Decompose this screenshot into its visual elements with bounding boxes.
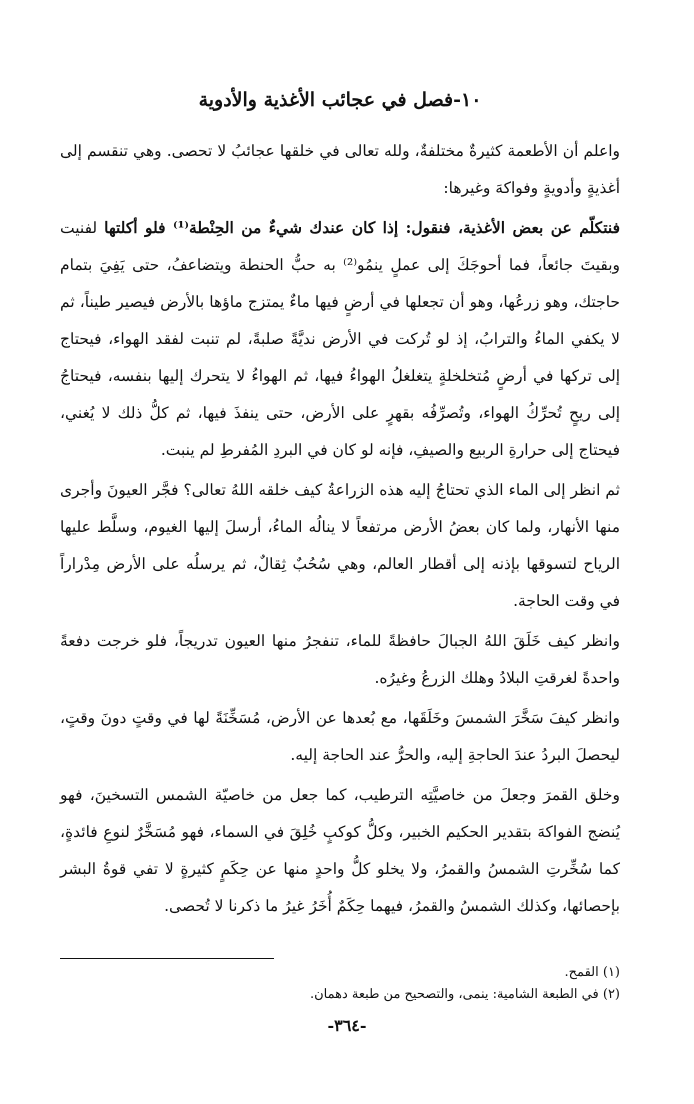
paragraph-lead: فنتكلّم عن بعض الأغذية، فنقول: إذا كان عندك شيءٌ من الحِنْطة⁽¹⁾ فلو أكلتها — [104, 218, 620, 237]
paragraph-3 — [60, 471, 620, 620]
paragraph-4 — [60, 622, 620, 697]
paragraph-text: لفنيت وبقيتَ جائعاً، فما أحوجَكَ إلى عملٍ ينمُو⁽²⁾ به حبُّ الحنطة ويتضاعفُ، حتى يَفِيَ بتمام حاجتك، وهو زرعُها، وهو أن تجعلها في أرضٍ فيها ماءٌ يمتزج ماؤها بالأرض فيصير طيناً، ثم لا يكفي الماءُ والترابُ، إذ لو تُركت في الأرض نديَّةً صلبةً، لم تنبت لفقد الهواء، فيحتاج إلى تركها في أرضٍ مُتخلخلةٍ يتغلغلُ الهواءُ فيها، ثم الهواءُ لا يتحرك إليها بنفسه، فيحتاجُ إلى ريحٍ تُحرِّكُ الهواء، وتُصرِّفُه بقهرٍ على الأرض، حتى ينفذَ فيها، ثم كلُّ ذلك لا يُغني، فيحتاج إلى حرارةِ الربيع والصيفِ، فإنه لو كان في البردِ المُفرطِ لم ينبت. — [60, 219, 621, 459]
paragraph-5 — [60, 699, 620, 774]
footnotes — [60, 962, 620, 1006]
body-text — [60, 132, 620, 925]
paragraph-text: وانظر كيفَ سَخَّرَ الشمسَ وخَلَقَها، مع بُعدها عن الأرض، مُسَخِّنَةً لها في وقتٍ دونَ وقتٍ، ليحصلَ البردُ عندَ الحاجةِ إليه، والحرُّ عند الحاجة إليه. — [60, 709, 620, 764]
paragraph-text: ثم انظر إلى الماء الذي تحتاجُ إليه هذه الزراعةُ كيف خلقه اللهُ تعالى؟ فجَّر العيونَ وأجرى منها الأنهار، ولما كان بعضُ الأرض مرتفعاً لا ينالُه الماءُ، أرسلَ إليها الغيوم، وسلَّط عليها الرياح لتسوقها بإذنه إلى أقطار العالم، وهي سُحُبٌ ثِقالٌ، ثم يرسلُه على الأرض مِدْراراً في وقت الحاجة. — [60, 481, 620, 610]
paragraph-text: وخلق القمرَ وجعلَ من خاصيَّتِه الترطيب، كما جعل من خاصيّة الشمس التسخينَ، فهو يُنضج الفواكهَ بتقدير الحكيم الخبير، وكلُّ كوكبٍ خُلِقَ في السماء، فهو مُسَخَّرٌ لنوعِ فائدةٍ، كما سُخِّرتِ الشمسُ والقمرُ، ولا يخلو كلُّ واحدٍ منها عن حِكَمٍ كثيرةٍ لا تفي قوةُ البشر بإحصائها، وكذلك الشمسُ والقمرُ، فيهما حِكَمٌ أُخَرُ غيرُ ما ذكرنا لا تُحصى. — [60, 786, 620, 915]
footnote-divider — [60, 958, 274, 959]
chapter-heading: ١٠-فصل في عجائب الأغذية والأدوية — [198, 89, 482, 111]
paragraph-text: واعلم أن الأطعمة كثيرةٌ مختلفةٌ، ولله تعالى في خلقها عجائبُ لا تحصى. وهي تنقسم إلى أغذيةٍ وأدويةٍ وفواكهَ وغيرها: — [60, 142, 620, 197]
paragraph-2 — [60, 209, 620, 469]
page-number: -٣٦٤- — [327, 1016, 367, 1035]
footnote-2: (٢) في الطبعة الشامية: ينمى، والتصحيح من طبعة دهمان. — [309, 987, 620, 1002]
paragraph-1 — [60, 132, 620, 207]
footnote-1: (١) القمح. — [564, 965, 620, 980]
paragraph-6 — [60, 776, 620, 925]
paragraph-text: وانظر كيف خَلَقَ اللهُ الجبالَ حافظةً للماء، تنفجرُ منها العيون تدريجاً، فلو خرجت دفعةً واحدةً لغرقتِ البلادُ وهلك الزرعُ وغيرُه. — [60, 632, 620, 687]
